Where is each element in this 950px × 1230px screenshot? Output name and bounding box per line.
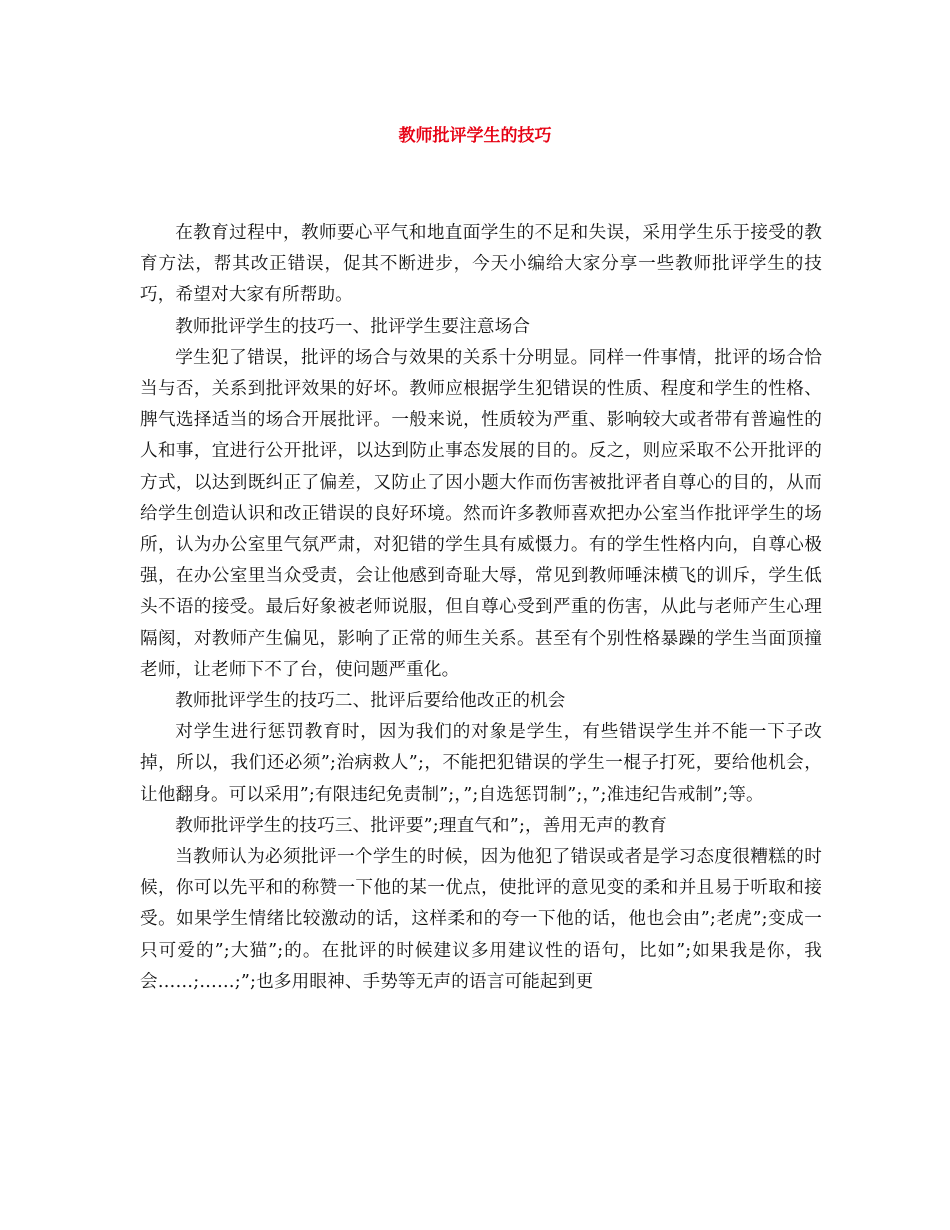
document-title: 教师批评学生的技巧 xyxy=(398,126,552,146)
paragraph-section-1: 学生犯了错误，批评的场合与效果的关系十分明显。同样一件事情，批评的场合恰当与否，关系到批评效果的好坏。教师应根据学生犯错误的性质、程度和学生的性格、脾气选择适当的场合开展批评。一般来说，性质较为严重、影响较大或者带有普遍性的人和事，宜进行公开批评，以达到防止事态发展的目的。反之，则应采取不公开批评的方式，以达到既纠正了偏差，又防止了因小题大作而伤害被批评者自尊心的目的，从而给学生创造认识和改正错误的良好环境。然而许多教师喜欢把办公室当作批评学生的场所，认为办公室里气氛严肃，对犯错的学生具有威慑力。有的学生性格内向，自尊心极强，在办公室里当众受责，会让他感到奇耻大辱，常见到教师唾沫横飞的训斥，学生低头不语的接受。最后好象被老师说服，但自尊心受到严重的伤害，从此与老师产生心理隔阂，对教师产生偏见，影响了正常的师生关系。甚至有个别性格暴躁的学生当面顶撞老师，让老师下不了台，使问题严重化。 xyxy=(140,347,822,680)
paragraph-section-3: 当教师认为必须批评一个学生的时候，因为他犯了错误或者是学习态度很糟糕的时候，你可以先平和的称赞一下他的某一优点，使批评的意见变的柔和并且易于听取和接受。如果学生情绪比较激动的话，这样柔和的夸一下他的话，他也会由”;老虎”;变成一只可爱的”;大猫”;的。在批评的时候建议多用建议性的语句，比如”;如果我是你，我会……;……;”;也多用眼神、手势等无声的语言可能起到更 xyxy=(140,847,822,992)
document-body xyxy=(140,218,822,998)
section-heading-2: 教师批评学生的技巧二、批评后要给他改正的机会 xyxy=(175,691,566,712)
section-heading-3: 教师批评学生的技巧三、批评要”;理直气和”;，善用无声的教育 xyxy=(175,815,667,836)
paragraph-section-2: 对学生进行惩罚教育时，因为我们的对象是学生，有些错误学生并不能一下子改掉，所以，我们还必须”;治病救人”;，不能把犯错误的学生一棍子打死，要给他机会，让他翻身。可以采用”;有限违纪免责制”;，”;自选惩罚制”;，”;准违纪告戒制”;等。 xyxy=(140,722,822,805)
paragraph-intro: 在教育过程中，教师要心平气和地直面学生的不足和失误，采用学生乐于接受的教育方法，帮其改正错误，促其不断进步，今天小编给大家分享一些教师批评学生的技巧，希望对大家有所帮助。 xyxy=(140,223,822,306)
section-heading-1: 教师批评学生的技巧一、批评学生要注意场合 xyxy=(175,316,531,337)
